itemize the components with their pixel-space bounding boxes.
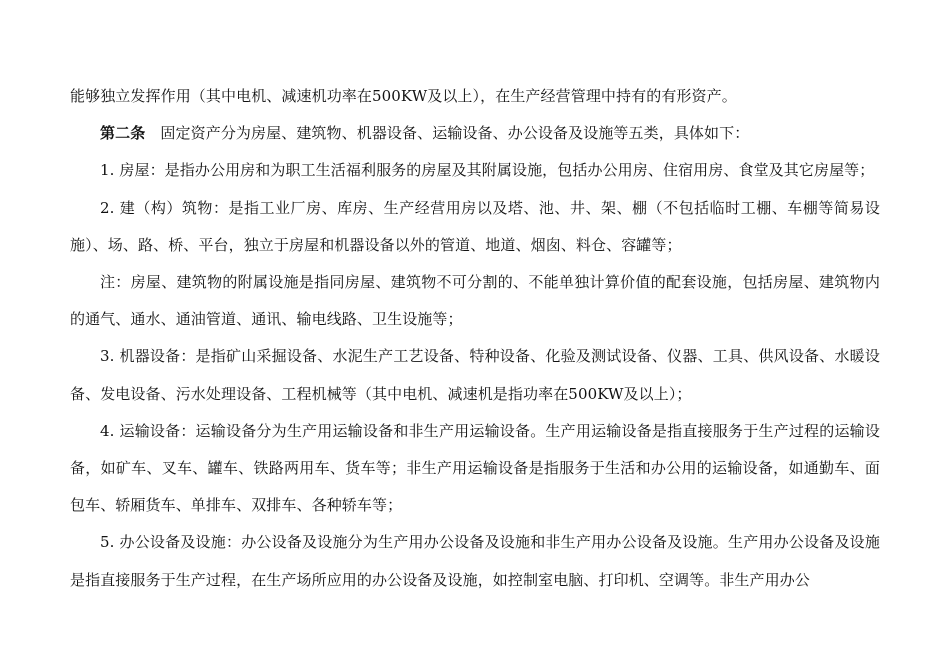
- paragraph-text: 5. 办公设备及设施：办公设备及设施分为生产用办公设备及设施和非生产用办公设备及设施。生产用办公设备及设施是指直接服务于生产过程，在生产场所应用的办公设备及设施，如控制室电脑、打印机、空调等。非生产用办公: [70, 533, 880, 589]
- paragraph-text: 3. 机器设备：是指矿山采掘设备、水泥生产工艺设备、特种设备、化验及测试设备、仪器、工具、供风设备、水暖设备、发电设备、污水处理设备、工程机械等（其中电机、减速机是指功率在500KW及以上）；: [70, 347, 880, 403]
- paragraph-text: 4. 运输设备：运输设备分为生产用运输设备和非生产用运输设备。生产用运输设备是指直接服务于生产过程的运输设备，如矿车、叉车、罐车、铁路两用车、货车等；非生产用运输设备是指服务于生活和办公用的运输设备，如通勤车、面包车、轿厢货车、单排车、双排车、各种轿车等；: [70, 421, 880, 515]
- paragraph-text: 2. 建（构）筑物：是指工业厂房、库房、生产经营用房以及塔、池、井、架、棚（不包括临时工棚、车棚等简易设施）、场、路、桥、平台，独立于房屋和机器设备以外的管道、地道、烟囱、料仓、容罐等；: [70, 198, 880, 254]
- article-two: [70, 115, 880, 152]
- note-paragraph: [70, 264, 880, 338]
- paragraph-text: 注：房屋、建筑物的附属设施是指同房屋、建筑物不可分割的、不能单独计算价值的配套设施，包括房屋、建筑物内的通气、通水、通油管道、通讯、输电线路、卫生设施等；: [70, 273, 880, 329]
- item-buildings: [70, 152, 880, 189]
- paragraph-text: 能够独立发挥作用（其中电机、减速机功率在500KW及以上），在生产经营管理中持有的有形资产。: [70, 87, 737, 105]
- document-page: [70, 78, 880, 599]
- paragraph-text: 1. 房屋：是指办公用房和为职工生活福利服务的房屋及其附属设施，包括办公用房、住宿用房、食堂及其它房屋等；: [100, 161, 875, 180]
- item-transport: [70, 413, 880, 525]
- paragraph-text: 固定资产分为房屋、建筑物、机器设备、运输设备、办公设备及设施等五类，具体如下：: [145, 124, 750, 143]
- item-machinery: [70, 338, 880, 412]
- item-structures: [70, 190, 880, 264]
- paragraph-continuation: [70, 78, 880, 115]
- article-number: 第二条: [100, 124, 146, 143]
- item-office-equipment: [70, 524, 880, 598]
